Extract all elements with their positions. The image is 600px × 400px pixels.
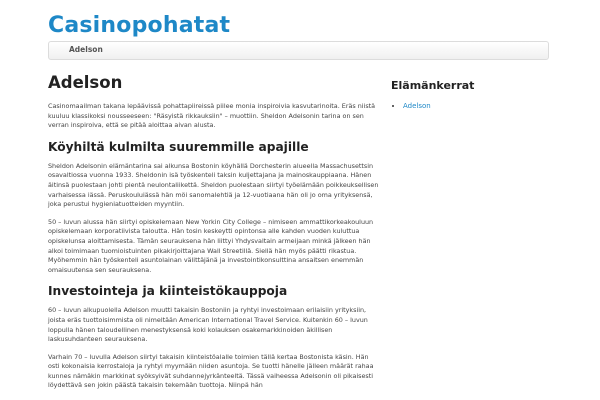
sidebar-widget-title: Elämänkerrat (391, 79, 475, 92)
page-title: Adelson (48, 73, 123, 92)
section-1-paragraph-1: Sheldon Adelsonin elämäntarina sai alkunsa Bostonin köyhällä Dorchesterin alueella Massachusettsin osavaltiossa vuonna 1933. Sheldonin isä työskenteli taksin kuljettajana ja mainoskauppiaana. Hänen äitinsä puolestaan johti pientä neulontaliikettä. Sheldon puolestaan siirtyi työelämään poikkeuksellisen varhaisessa iässä. Peruskouluiässä hän möi sanomalehtiä ja 12-vuotiaana hän oli jo oma yrityksensä, joka perustui hygieniatuotteiden myyntiin. (48, 161, 379, 209)
sidebar-link-adelson[interactable]: Adelson (403, 102, 431, 110)
intro-paragraph: Casinomaailman takana lepäävissä pohattapiireissä piilee monia inspiroivia kasvutarinoita. Eräs niistä kuuluu klassikoksi nousseeseen: "Räsyistä rikkauksiin" – muottiin. Sheldon Adelsonin tarina on sen verran inspiroiva, että se pitää aloittaa aivan alusta. (48, 102, 376, 130)
sidebar-list (391, 101, 551, 111)
site-title-link[interactable]: Casinopohatat (48, 13, 231, 38)
sidebar-list-item (403, 101, 551, 111)
main-content (48, 72, 380, 399)
section-heading-1: Köyhiltä kulmilta suuremmille apajille (48, 139, 309, 154)
site-header (48, 12, 230, 40)
sidebar (391, 79, 551, 111)
section-1-paragraph-2: 50 – luvun alussa hän siirtyi opiskelemaan New Yorkin City College – nimiseen ammattikorkeakouluun opiskelemaan korporatiivista taloutta. Hän tosin keskeytti opintonsa alle kahden vuoden kuluttua opiskelunsa aloittamisesta. Tämän seurauksena hän liittyi Yhdysvaltain armeijaan minkä jälkeen hän alkoi toimimaan tuomioistuinten pikakirjoittajana Wall Streetillä. Siellä hän myös päätti rikastua. Myöhemmin hän työskenteli asuntolainan välittäjänä ja investointikonsulttina ansaitsen enemmän omaisuutensa sen seurauksena. (48, 217, 374, 274)
section-2-paragraph-2: Varhain 70 – luvulla Adelson siirtyi takaisin kiinteistöalalle toimien tällä kertaa Bostonista käsin. Hän osti kokonaisia kerrostaloja ja ryhtyi myymään niiden asuntoja. Se tuotti hänelle jälleen määrät rahaa kunnes nämäkin markkinat syöksyivät suhdannejyrkänteeltä. Tässä vaiheessa Adelsonin oli pikaisesti löydettävä sen jokin päästä takaisin tekemään tuottoja. Niinpä hän (48, 352, 374, 390)
section-heading-2: Investointeja ja kiinteistökauppoja (48, 284, 288, 299)
main-navigation (48, 41, 549, 60)
section-2-paragraph-1: 60 – luvun alkupuolella Adelson muutti takaisin Bostoniin ja ryhtyi investoimaan erilaisiin yrityksiin, joista eräs tuottoisimmista oli nimeltään American International Travel Service. Kuitenkin 60 – luvun loppulla hänen taloudellinen menestyksensä koki kolauksen osakemarkkinoiden äkillisen laskusuhdanteen seurauksena. (48, 306, 368, 344)
nav-item-adelson[interactable]: Adelson (69, 45, 103, 54)
